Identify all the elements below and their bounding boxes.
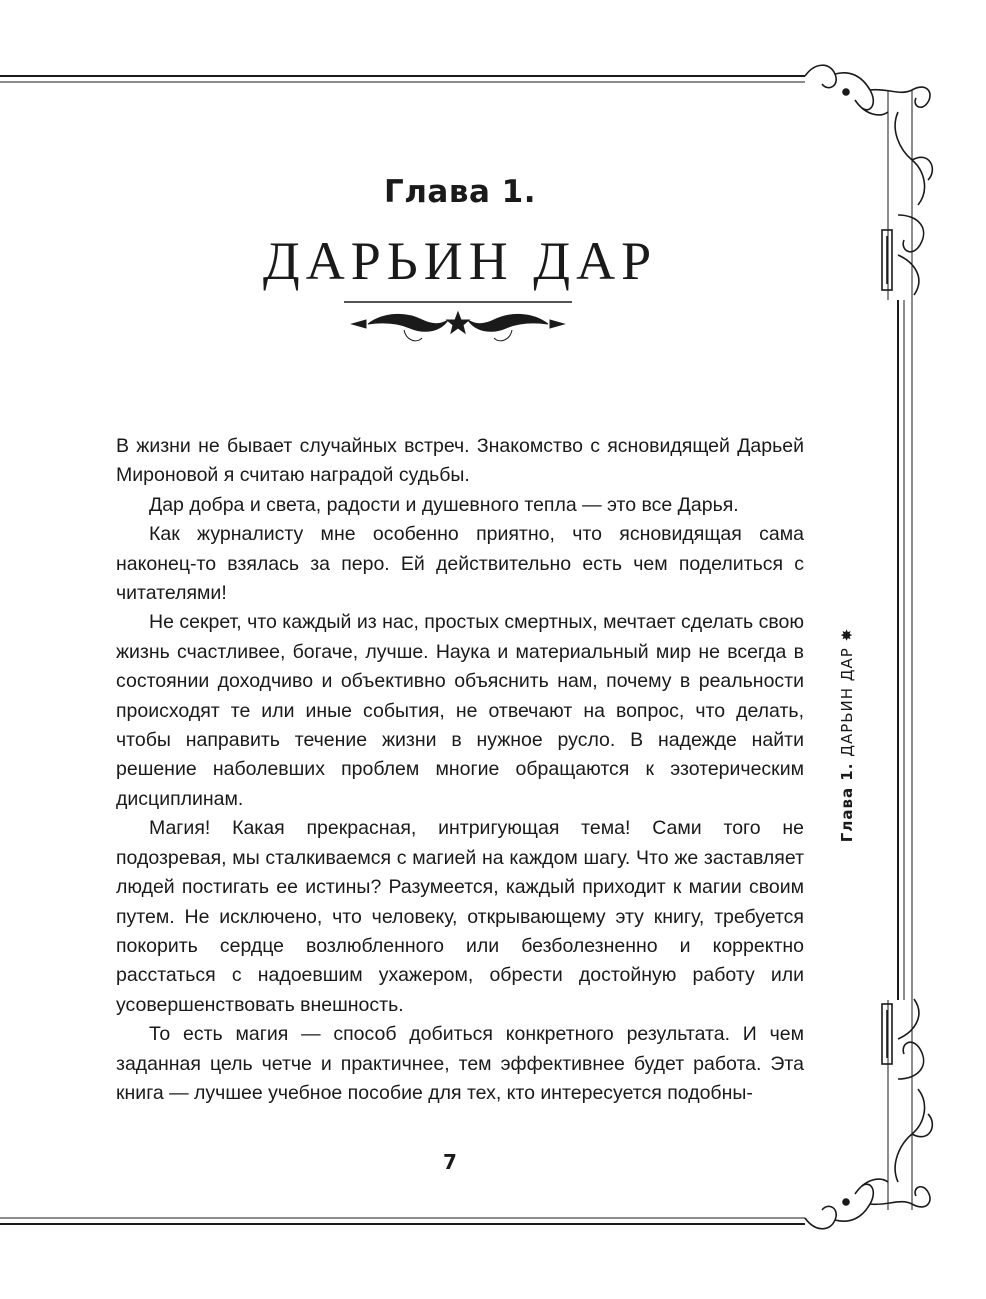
page-number: 7 xyxy=(443,1150,457,1174)
chapter-number: Глава 1. xyxy=(383,174,537,210)
running-head-chapter: Глава 1. xyxy=(838,762,856,843)
paragraph: То есть магия — способ добиться конкретного результата. И чем заданная цель четче и практичнее, тем эффективнее будет работа. Эта книга — лучшее учебное пособие для тех, кто интересуется подобны- xyxy=(116,1023,804,1104)
running-head-title: ДАРЬИН ДАР xyxy=(838,647,856,757)
body-text xyxy=(116,432,804,1108)
paragraph: Магия! Какая прекрасная, интригующая тема! Сами того не подозревая, мы сталкиваемся с магией на каждом шагу. Что же заставляет людей постигать ее истины? Разумеется, каждый приходит к магии своим путем. Не исключено, что человеку, открывающему эту книгу, требуется покорить сердце возлюбленного или безболезненно и корректно расстаться с надоевшим ухажером, обрести достойную работу или усовершенствовать внешность. xyxy=(116,817,804,1016)
paragraph: Не секрет, что каждый из нас, простых смертных, мечтает сделать свою жизнь счастливее, богаче, лучше. Наука и материальный мир не всегда в состоянии доходчиво и объективно объяснить нам, почему в реальности происходят те или иные события, не отвечают на вопрос, что делать, чтобы направить течение жизни в нужное русло. В надежде найти решение наболевших проблем многие обращаются к эзотерическим дисциплинам. xyxy=(116,611,804,810)
corner-ornament-bottom xyxy=(805,999,932,1229)
star-icon: ✸ xyxy=(838,627,856,642)
paragraph: В жизни не бывает случайных встреч. Знакомство с ясновидящей Дарьей Мироновой я считаю наградой судьбы. xyxy=(116,435,804,487)
paragraph: Дар добра и света, радости и душевного тепла — это все Дарья. xyxy=(149,493,739,516)
chapter-title: ДАРЬИН ДАР xyxy=(262,231,658,291)
paragraph: Как журналисту мне особенно приятно, что ясновидящая сама наконец-то взялась за перо. Ей действительно есть чем поделиться с читателями! xyxy=(116,523,804,605)
title-ornament xyxy=(344,298,572,348)
